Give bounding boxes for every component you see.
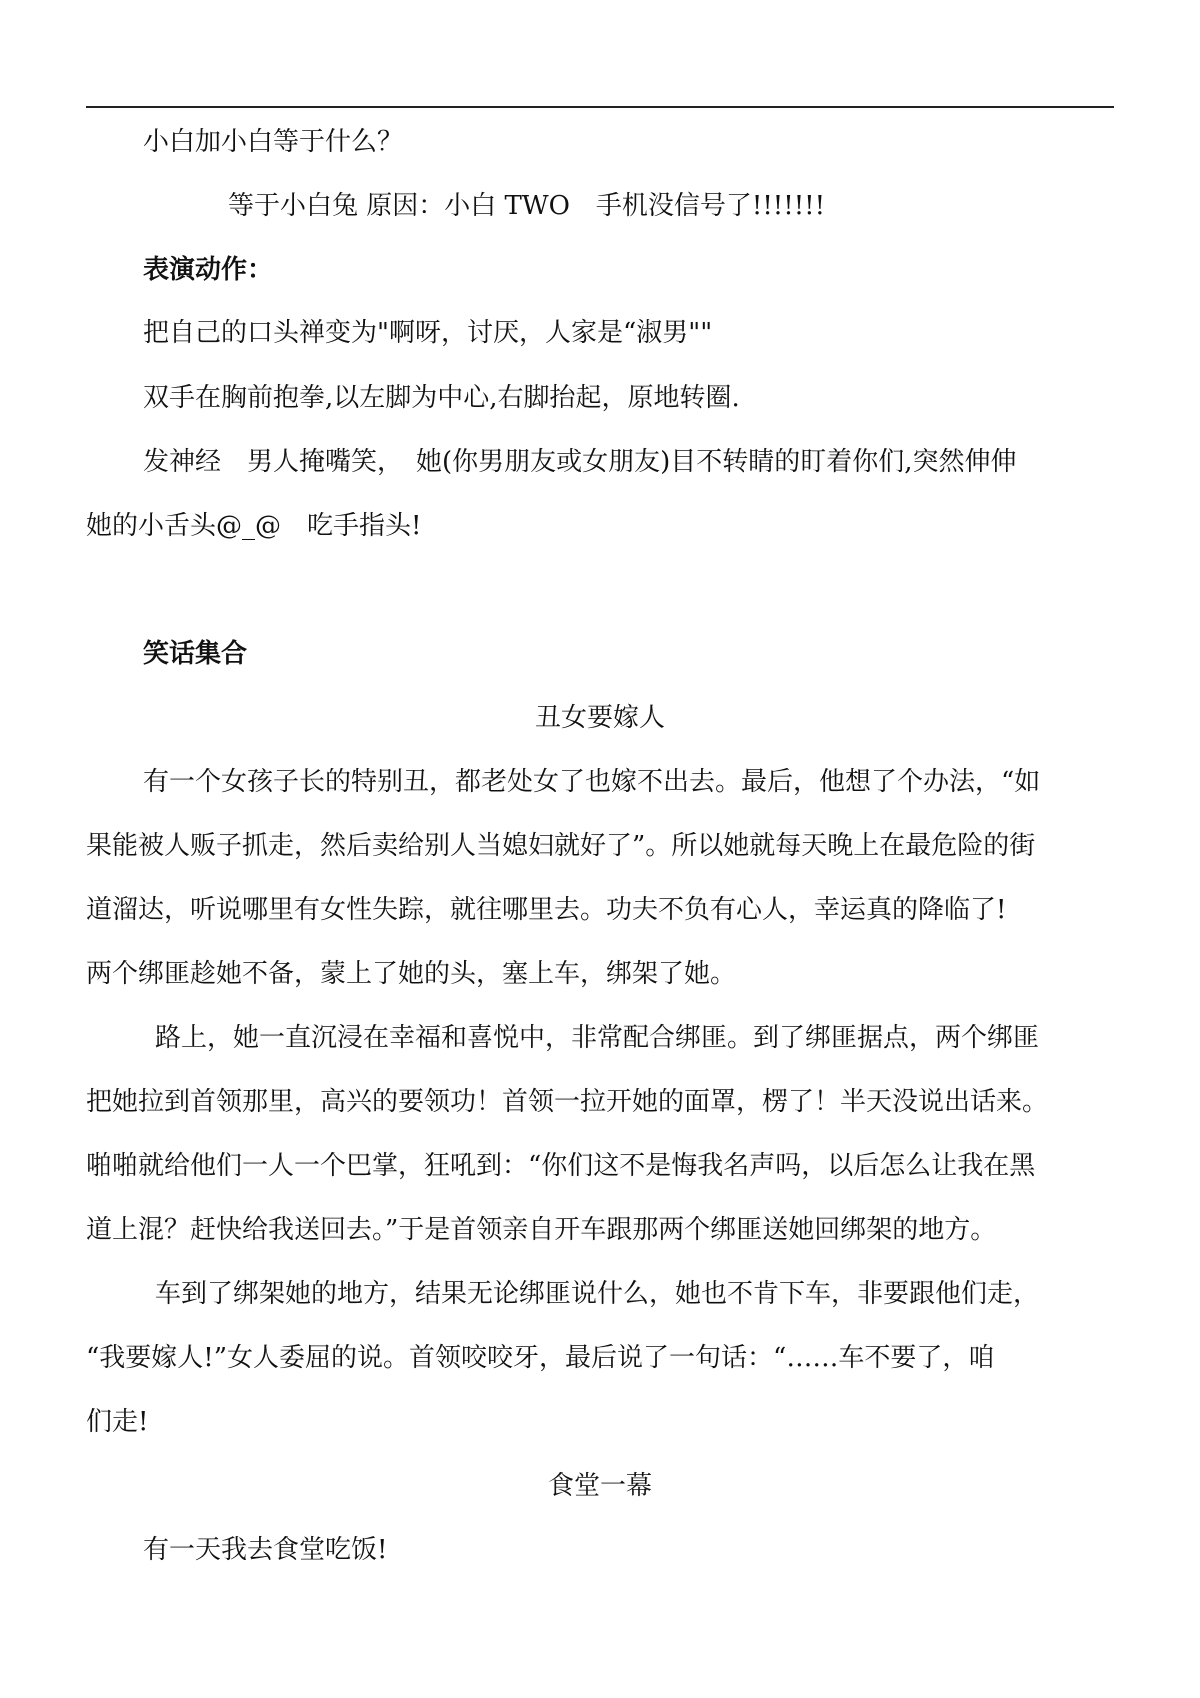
header-rule [86, 106, 1114, 108]
section-heading-performance: 表演动作： [143, 255, 274, 285]
performance-line-1: 把自己的口头禅变为"啊呀，讨厌，人家是“淑男"" [143, 318, 713, 348]
story1-line-4: 两个绑匪趁她不备，蒙上了她的头，塞上车，绑架了她。 [86, 959, 737, 989]
story1-line-7: 啪啪就给他们一人一个巴掌，狂吼到：“你们这不是悔我名声吗，以后怎么让我在黑 [86, 1151, 1036, 1181]
story1-line-1: 有一个女孩子长的特别丑，都老处女了也嫁不出去。最后，他想了个办法，“如 [143, 767, 1041, 797]
performance-line-2: 双手在胸前抱拳,以左脚为中心,右脚抬起，原地转圈. [143, 383, 740, 413]
story-title-1: 丑女要嫁人 [534, 703, 665, 733]
riddle-answer: 等于小白兔 原因：小白 TWO 手机没信号了!!!!!!! [228, 191, 826, 221]
story1-line-9: 车到了绑架她的地方，结果无论绑匪说什么，她也不肯下车，非要跟他们走， [155, 1279, 1040, 1309]
section-heading-jokes: 笑话集合 [143, 639, 248, 669]
story1-line-8: 道上混？赶快给我送回去。”于是首领亲自开车跟那两个绑匪送她回绑架的地方。 [86, 1215, 997, 1245]
story1-line-11: 们走! [86, 1407, 149, 1437]
story1-line-2: 果能被人贩子抓走，然后卖给别人当媳妇就好了”。所以她就每天晚上在最危险的街 [86, 831, 1036, 861]
story1-line-5: 路上，她一直沉浸在幸福和喜悦中，非常配合绑匪。到了绑匪据点，两个绑匪 [155, 1023, 1040, 1053]
story-title-2: 食堂一幕 [547, 1471, 652, 1501]
story2-line-1: 有一天我去食堂吃饭! [143, 1535, 388, 1565]
story1-line-6: 把她拉到首领那里，高兴的要领功！首领一拉开她的面罩，楞了！半天没说出话来。 [86, 1087, 1049, 1117]
performance-line-3: 发神经 男人掩嘴笑， 她(你男朋友或女朋友)目不转睛的盯着你们,突然伸伸 [143, 447, 1017, 477]
story1-line-3: 道溜达，听说哪里有女性失踪，就往哪里去。功夫不负有心人，幸运真的降临了! [86, 895, 1007, 925]
riddle-question: 小白加小白等于什么？ [143, 127, 404, 157]
story1-line-10: “我要嫁人!”女人委屈的说。首领咬咬牙，最后说了一句话：“……车不要了，咱 [86, 1343, 995, 1373]
performance-line-4: 她的小舌头@_@ 吃手指头! [86, 511, 422, 541]
